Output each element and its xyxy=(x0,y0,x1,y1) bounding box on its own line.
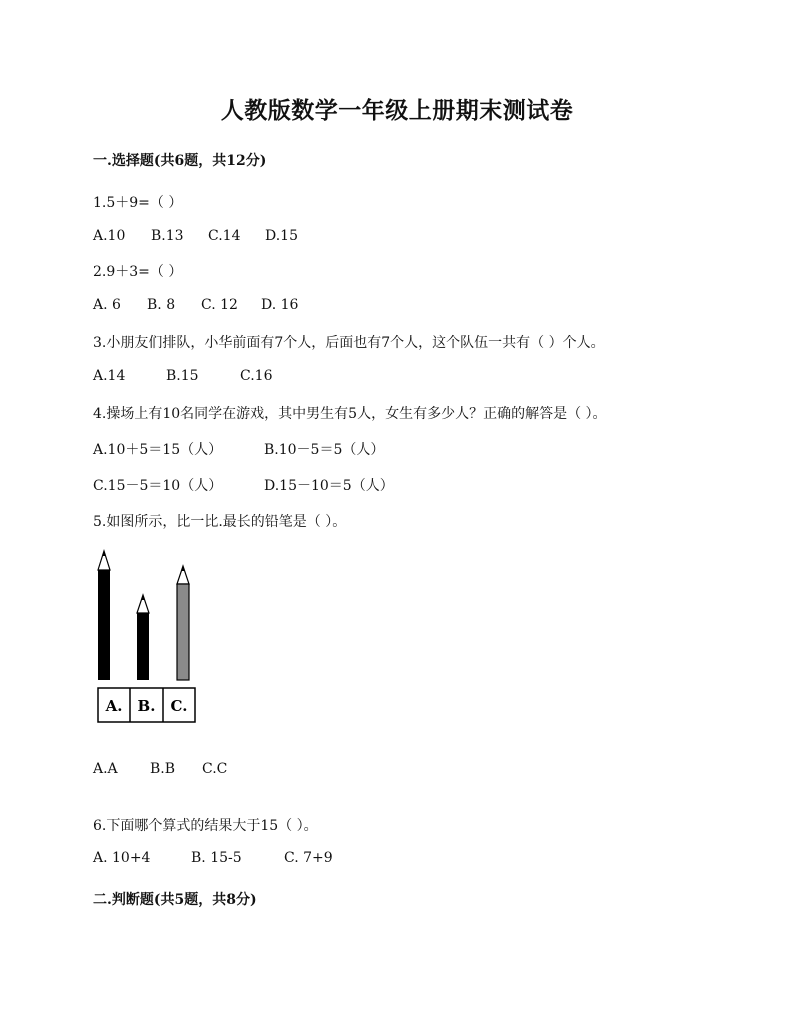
q3-option-a: A.14 xyxy=(93,368,126,384)
question-5: 5.如图所示，比一比.最长的铅笔是（ ）。 xyxy=(93,514,347,530)
q5-option-a: A.A xyxy=(93,761,118,777)
section-heading-judgement: 二.判断题(共5题，共8分) xyxy=(93,892,257,908)
section-heading-choice: 一.选择题(共6题，共12分) xyxy=(93,153,267,169)
q1-option-d: D.15 xyxy=(265,228,298,244)
question-2: 2.9＋3=（ ） xyxy=(93,264,183,280)
q1-option-a: A.10 xyxy=(93,228,126,244)
q3-option-b: B.15 xyxy=(166,368,199,384)
q4-option-a: A.10＋5＝15（人） xyxy=(93,442,223,458)
q2-option-c: C. 12 xyxy=(201,297,238,313)
q6-option-a: A. 10+4 xyxy=(93,850,151,866)
question-3: 3.小朋友们排队，小华前面有7个人，后面也有7个人，这个队伍一共有（ ）个人。 xyxy=(93,335,605,351)
label-c: C. xyxy=(170,697,188,715)
q5-option-c: C.C xyxy=(202,761,228,777)
q3-option-c: C.16 xyxy=(240,368,273,384)
q4-option-d: D.15－10＝5（人） xyxy=(264,478,394,494)
page-title: 人教版数学一年级上册期末测试卷 xyxy=(220,97,574,124)
q2-option-b: B. 8 xyxy=(147,297,176,313)
pencil-figure xyxy=(88,545,208,730)
label-a: A. xyxy=(105,697,123,715)
pencil-c xyxy=(177,566,189,680)
pencil-a xyxy=(98,551,110,680)
pencil-a-body xyxy=(98,570,110,680)
q4-option-c: C.15－5＝10（人） xyxy=(93,478,223,494)
q1-option-c: C.14 xyxy=(208,228,241,244)
q4-option-b: B.10－5＝5（人） xyxy=(264,442,385,458)
pencil-b xyxy=(137,595,149,680)
pencil-c-body xyxy=(177,584,189,680)
question-6: 6.下面哪个算式的结果大于15（ ）。 xyxy=(93,818,318,834)
label-b: B. xyxy=(137,697,156,715)
q2-option-d: D. 16 xyxy=(261,297,299,313)
question-1: 1.5＋9=（ ） xyxy=(93,195,183,211)
q6-option-c: C. 7+9 xyxy=(284,850,333,866)
q6-option-b: B. 15-5 xyxy=(191,850,242,866)
pencil-b-body xyxy=(137,613,149,680)
q5-option-b: B.B xyxy=(150,761,176,777)
question-4: 4.操场上有10名同学在游戏，其中男生有5人，女生有多少人？正确的解答是（ ）。 xyxy=(93,406,607,422)
q2-option-a: A. 6 xyxy=(93,297,121,313)
q1-option-b: B.13 xyxy=(151,228,184,244)
